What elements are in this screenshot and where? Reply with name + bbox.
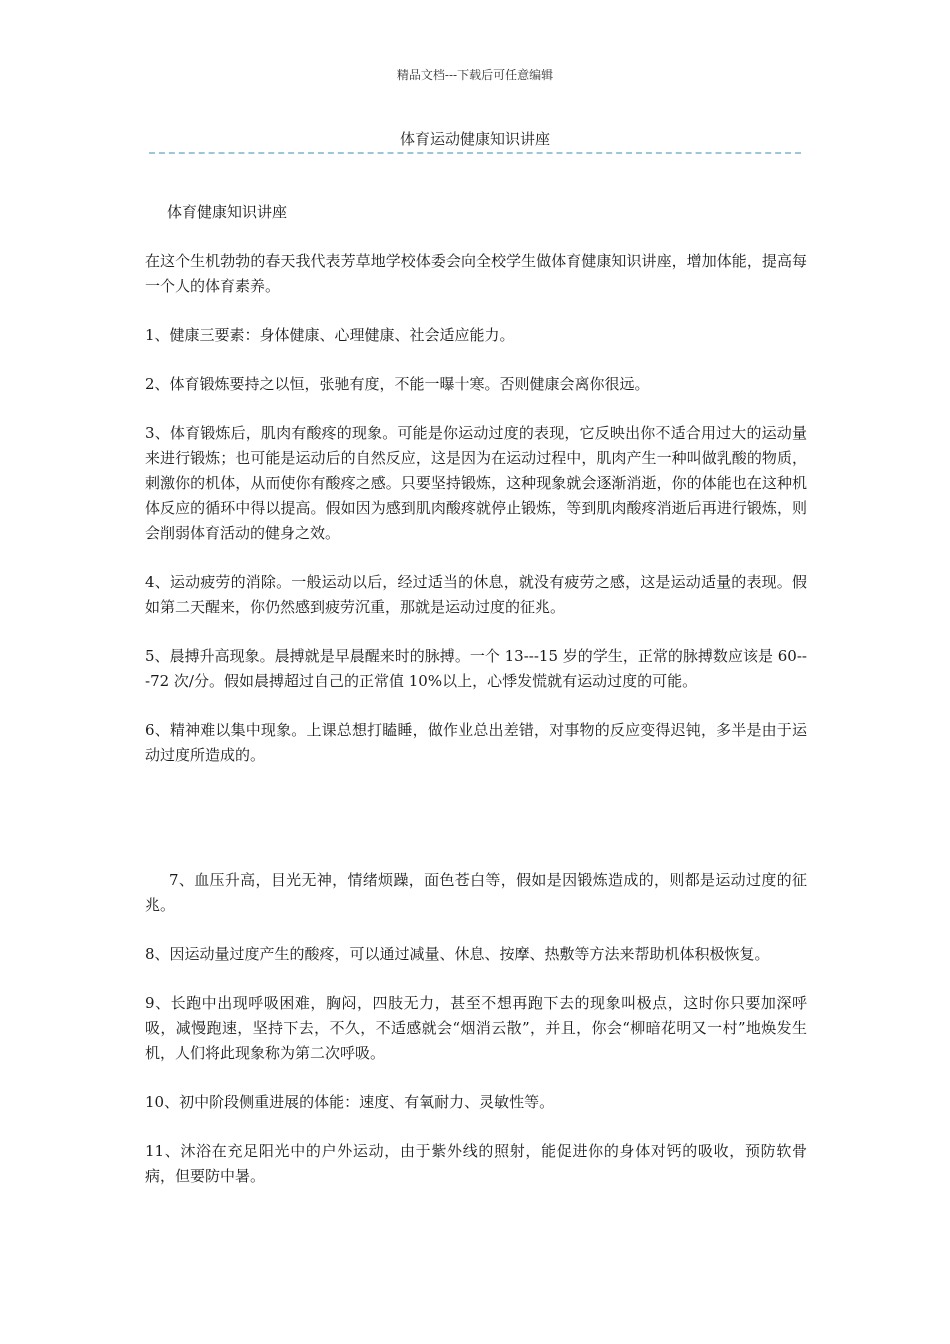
intro-paragraph: 在这个生机勃勃的春天我代表芳草地学校体委会向全校学生做体育健康知识讲座，增加体能，提高每一个人的体育素养。 (145, 252, 807, 295)
list-item-11: 11、沐浴在充足阳光中的户外运动，由于紫外线的照射，能促进你的身体对钙的吸收，预防软骨病，但要防中暑。 (145, 1142, 807, 1185)
document-body (145, 200, 807, 1213)
list-item-9: 9、长跑中出现呼吸困难，胸闷，四肢无力，甚至不想再跑下去的现象叫极点，这时你只要加深呼吸，减慢跑速，坚持下去，不久，不适感就会“烟消云散”，并且，你会“柳暗花明又一村”地焕发生机，人们将此现象称为第二次呼吸。 (145, 994, 807, 1062)
list-item-2: 2、体育锻炼要持之以恒，张驰有度，不能一曝十寒。否则健康会离你很远。 (145, 375, 650, 393)
list-item-4: 4、运动疲劳的消除。一般运动以后，经过适当的休息，就没有疲劳之感，这是运动适量的表现。假如第二天醒来，你仍然感到疲劳沉重，那就是运动过度的征兆。 (145, 573, 807, 616)
list-item-1: 1、健康三要素：身体健康、心理健康、社会适应能力。 (145, 326, 515, 344)
page-title: 体育运动健康知识讲座 (399, 130, 550, 148)
list-item-8: 8、因运动量过度产生的酸疼，可以通过减量、休息、按摩、热敷等方法来帮助机体积极恢复。 (145, 945, 770, 963)
header-note: 精品文档---下载后可任意编辑 (396, 68, 554, 82)
list-item-7: 7、血压升高，目光无神，情绪烦躁，面色苍白等，假如是因锻炼造成的，则都是运动过度的征兆。 (145, 871, 807, 914)
list-item-3: 3、体育锻炼后，肌肉有酸疼的现象。可能是你运动过度的表现，它反映出你不适合用过大的运动量来进行锻炼；也可能是运动后的自然反应，这是因为在运动过程中，肌肉产生一种叫做乳酸的物质，刺激你的机体，从而使你有酸疼之感。只要坚持锻炼，这种现象就会逐渐消逝，你的体能也在这种机体反应的循环中得以提高。假如因为感到肌肉酸疼就停止锻炼，等到肌肉酸疼消逝后再进行锻炼，则会削弱体育活动的健身之效。 (145, 424, 807, 542)
list-item-6: 6、精神难以集中现象。上课总想打瞌睡，做作业总出差错，对事物的反应变得迟钝，多半是由于运动过度所造成的。 (145, 721, 807, 764)
section-subtitle: 体育健康知识讲座 (167, 203, 288, 221)
list-item-10: 10、初中阶段侧重进展的体能：速度、有氧耐力、灵敏性等。 (145, 1093, 555, 1111)
title-divider (149, 152, 801, 154)
page-gap (145, 792, 807, 868)
list-item-5: 5、晨搏升高现象。晨搏就是早晨醒来时的脉搏。一个 13---15 岁的学生，正常的脉搏数应该是 60---72 次/分。假如晨搏超过自己的正常值 10%以上，心悸发慌就有运动过度的可能。 (145, 647, 807, 690)
